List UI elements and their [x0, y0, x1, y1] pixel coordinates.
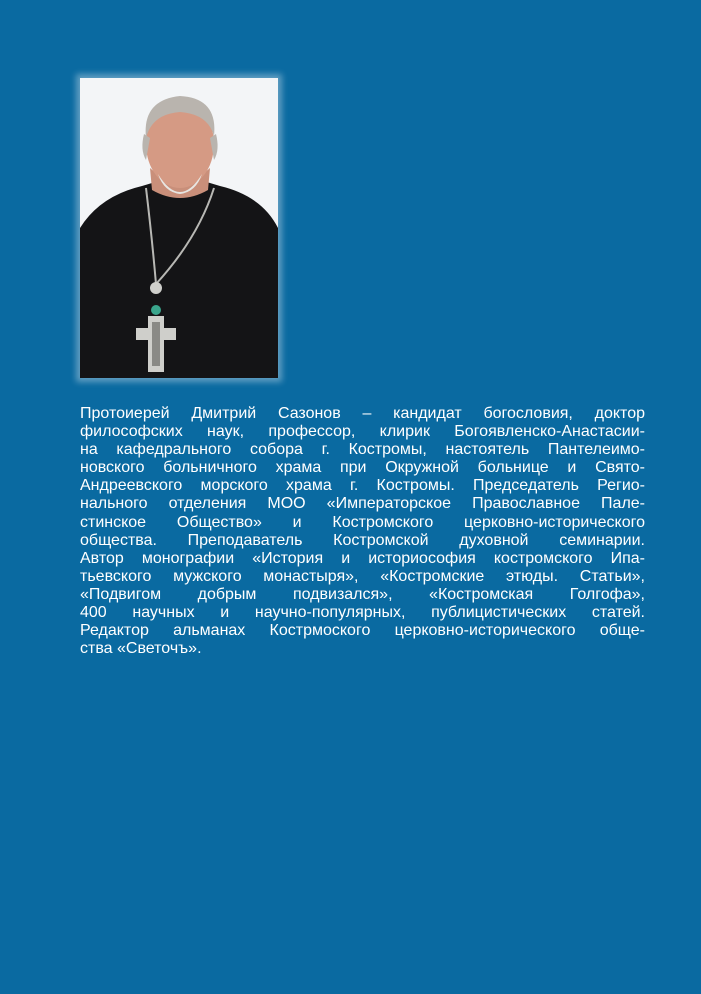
bio-line: нального отделения МОО «Императорское Православное Пале- [80, 495, 645, 513]
bio-line: тьевского мужского монастыря», «Костромские этюды. Статьи», [80, 567, 645, 585]
bio-line: новского больничного храма при Окружной больнице и Свято- [80, 459, 645, 477]
bio-line: общества. Преподаватель Костромской духовной семинарии. [80, 531, 645, 549]
bio-line: на кафедрального собора г. Костромы, настоятель Пантелеимо- [80, 441, 645, 459]
bio-line: «Подвигом добрым подвизался», «Костромская Голгофа», [80, 585, 645, 603]
bio-line: Протоиерей Дмитрий Сазонов – кандидат богословия, доктор [80, 405, 645, 422]
bio-line: философских наук, профессор, клирик Богоявленско-Анастасии- [80, 423, 645, 441]
author-biography [80, 405, 645, 658]
bio-line: стинское Общество» и Костромского церковно-исторического [80, 513, 645, 531]
bio-line-last: ства «Светочъ». [80, 640, 202, 658]
bio-line: Андреевского морского храма г. Костромы. Председатель Регио- [80, 477, 645, 495]
author-portrait-drawing [80, 78, 278, 378]
bio-line: Автор монографии «История и историософия костромского Ипа- [80, 549, 645, 567]
bio-line: Редактор альманах Кострмоского церковно-исторического обще- [80, 622, 645, 640]
bio-line: 400 научных и научно-популярных, публицистических статей. [80, 604, 645, 622]
author-portrait [80, 78, 278, 378]
